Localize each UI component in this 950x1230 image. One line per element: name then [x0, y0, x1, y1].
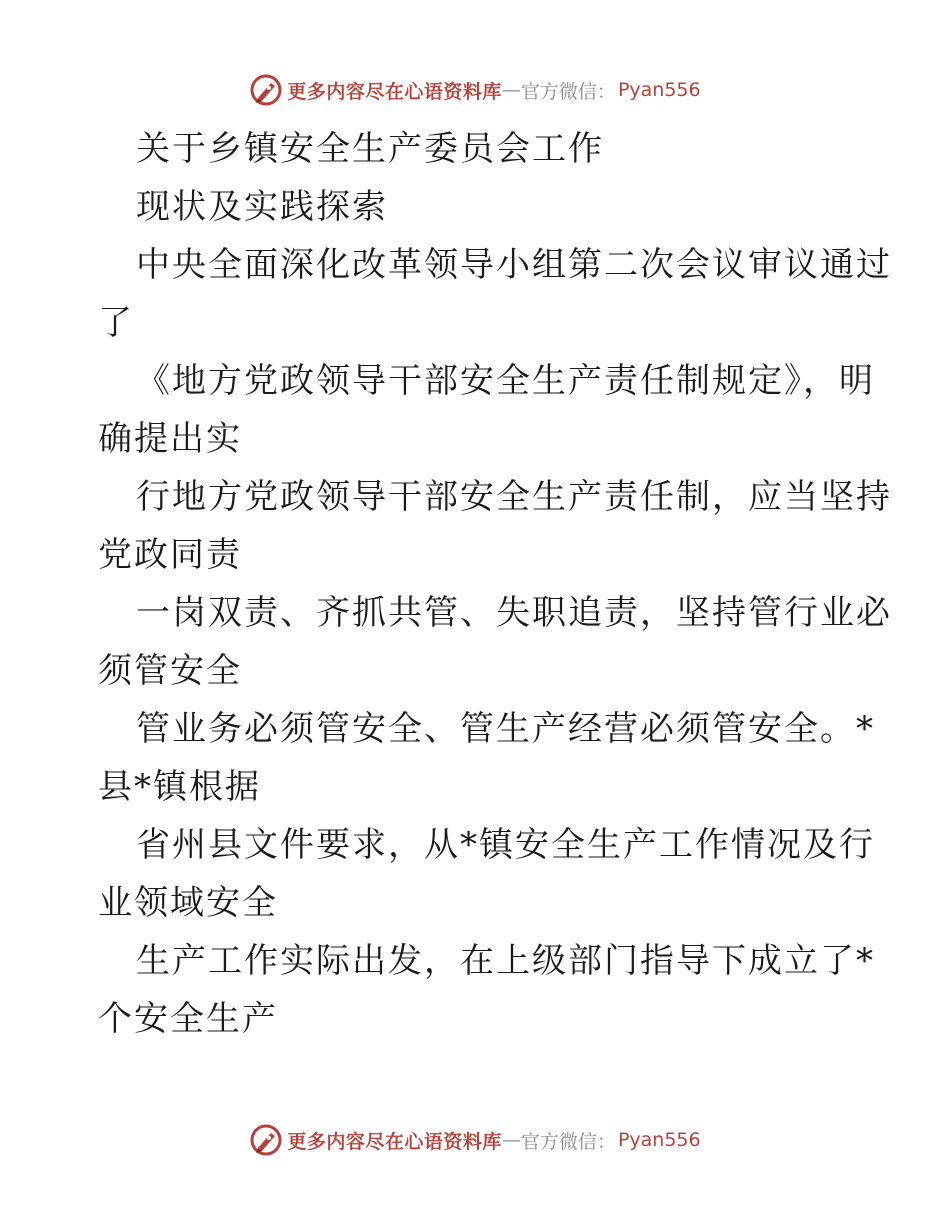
watermark-dash: —: [501, 79, 521, 101]
document-line: 行地方党政领导干部安全生产责任制，应当坚持: [136, 477, 892, 517]
watermark-wechat-id: Pyan556: [617, 79, 701, 101]
document-line: 现状及实践探索: [136, 187, 388, 227]
document-line: 确提出实: [98, 419, 242, 459]
watermark-brand-text: 更多内容尽在心语资料库: [287, 1130, 502, 1153]
document-line: 关于乡镇安全生产委员会工作: [136, 129, 604, 169]
document-line: 一岗双责、齐抓共管、失职追责，坚持管行业必: [136, 593, 892, 633]
watermark-wechat-id: Pyan556: [617, 1129, 701, 1151]
document-line: 党政同责: [98, 535, 242, 575]
document-line: 生产工作实际出发，在上级部门指导下成立了*: [136, 941, 875, 981]
watermark-wechat-label: 官方微信：: [520, 1130, 616, 1153]
document-line: 了: [98, 303, 134, 343]
document-line: 省州县文件要求，从*镇安全生产工作情况及行: [136, 825, 875, 865]
document-body: [98, 120, 892, 1048]
document-line: 县*镇根据: [98, 767, 261, 807]
pen-circle-logo-icon: [249, 1123, 283, 1157]
document-line: 业领域安全: [98, 883, 278, 923]
document-line: 个安全生产: [98, 999, 278, 1039]
document-line: 中央全面深化改革领导小组第二次会议审议通过: [136, 245, 892, 285]
document-line: 《地方党政领导干部安全生产责任制规定》，明: [136, 361, 875, 401]
document-line: 须管安全: [98, 651, 242, 691]
document-line: 管业务必须管安全、管生产经营必须管安全。*: [136, 709, 875, 749]
watermark-dash: —: [501, 1129, 521, 1151]
pen-circle-logo-icon: [249, 73, 283, 107]
footer-watermark: [0, 1120, 950, 1160]
watermark-wechat-label: 官方微信：: [520, 80, 616, 103]
watermark-brand-text: 更多内容尽在心语资料库: [287, 80, 502, 103]
header-watermark: [0, 70, 950, 110]
